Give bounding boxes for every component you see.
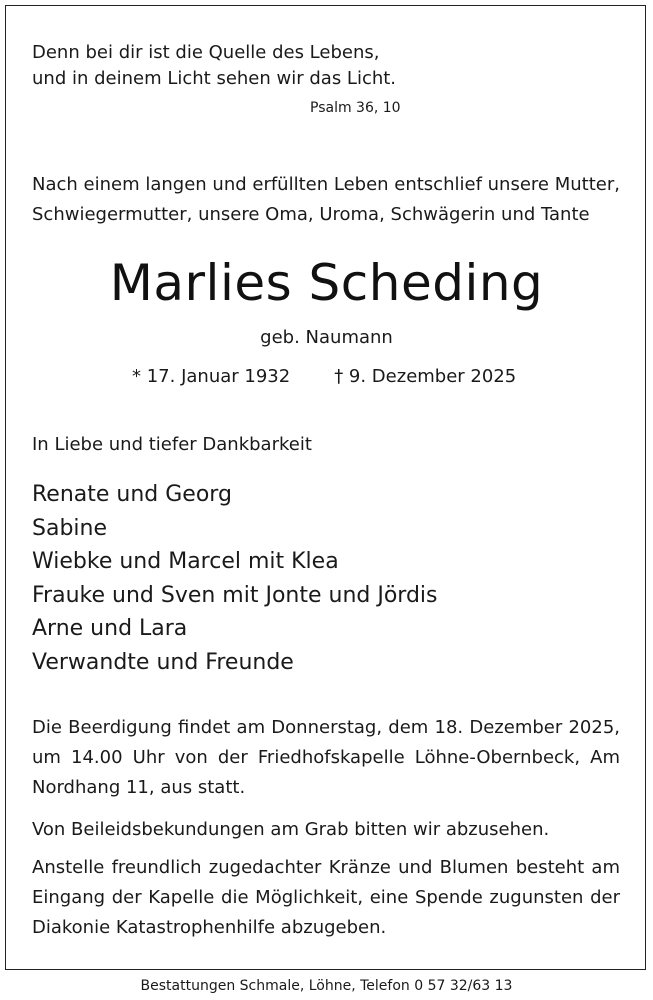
verse-line: Denn bei dir ist die Quelle des Lebens, xyxy=(32,42,380,63)
intro-line: Schwiegermutter, unsere Oma, Uroma, Schwägerin und Tante xyxy=(32,204,590,225)
dedication: In Liebe und tiefer Dankbarkeit xyxy=(32,434,312,455)
mourner-entry: Verwandte und Freunde xyxy=(32,649,294,675)
life-dates xyxy=(132,366,516,387)
death-date: † 9. Dezember 2025 xyxy=(334,366,517,387)
funeral-notice: Die Beerdigung findet am Donnerstag, dem 18. Dezember 2025, um 14.00 Uhr von der Friedhofskapelle Löhne-Obernbeck, Am Nordhang 11, aus statt. xyxy=(32,717,620,798)
mourner-entry: Wiebke und Marcel mit Klea xyxy=(32,549,339,575)
donation-notice: Anstelle freundlich zugedachter Kränze und Blumen besteht am Eingang der Kapelle die Möglichkeit, eine Spende zugunsten der Diakonie Katastrophenhilfe abzugeben. xyxy=(32,857,620,938)
bible-verse xyxy=(32,40,396,92)
deceased-name: Marlies Scheding xyxy=(109,254,544,312)
mourner-entry: Frauke und Sven mit Jonte und Jördis xyxy=(32,582,438,608)
verse-line: und in deinem Licht sehen wir das Licht. xyxy=(32,68,397,89)
funeral-home-footer: Bestattungen Schmale, Löhne, Telefon 0 57 32/63 13 xyxy=(140,978,513,994)
birth-date: * 17. Januar 1932 xyxy=(132,366,291,387)
intro-text xyxy=(32,170,620,230)
birth-name: geb. Naumann xyxy=(260,327,393,348)
condolence-notice: Von Beileidsbekundungen am Grab bitten wir abzusehen. xyxy=(32,819,550,840)
mourners-list xyxy=(32,478,438,680)
mourner-entry: Renate und Georg xyxy=(32,482,232,507)
intro-line: Nach einem langen und erfüllten Leben entschlief unsere Mutter, xyxy=(32,174,620,195)
mourner-entry: Arne und Lara xyxy=(32,616,188,642)
verse-reference: Psalm 36, 10 xyxy=(310,100,401,116)
mourner-entry: Sabine xyxy=(32,515,108,541)
